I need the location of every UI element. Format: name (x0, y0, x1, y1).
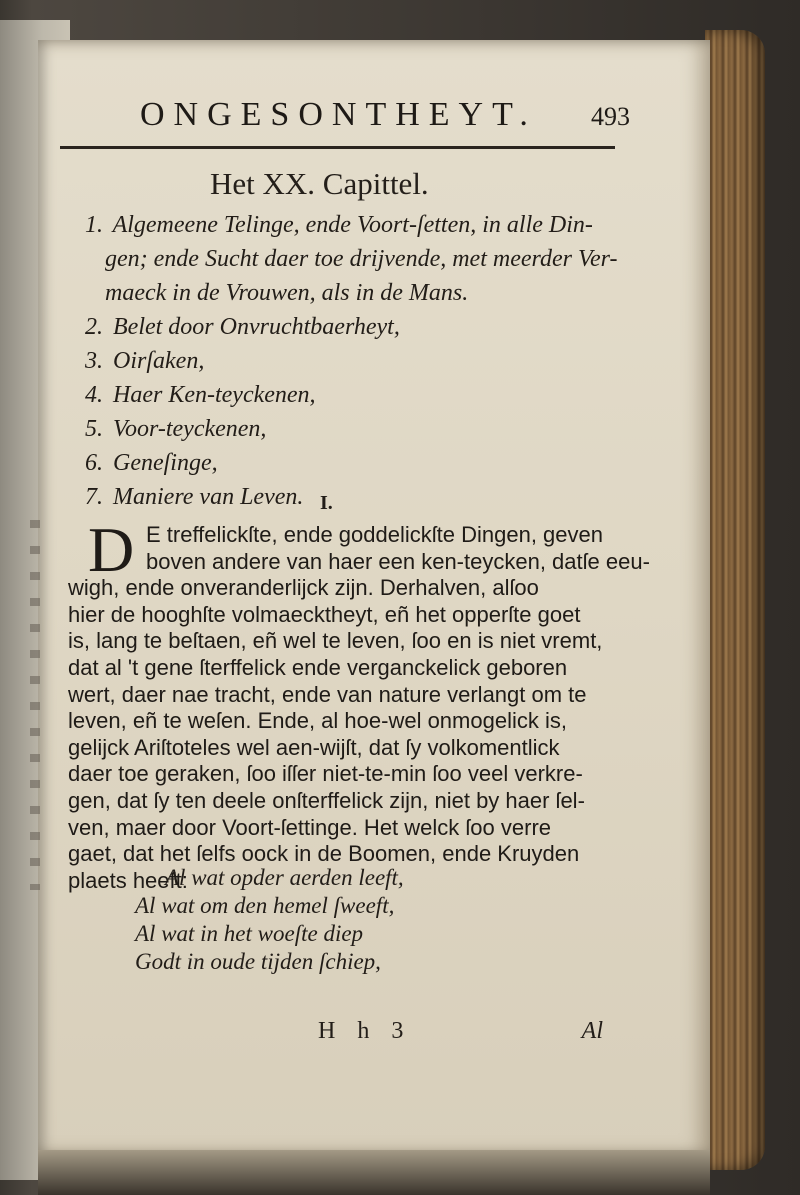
toc-item (85, 310, 645, 344)
chapter-contents (85, 208, 645, 514)
toc-number: 3. (85, 348, 103, 374)
page-header (140, 96, 630, 136)
toc-text: Haer Ken-teyckenen, (113, 382, 316, 408)
verse-line: Al wat in het woeſte diep (135, 921, 364, 946)
body-line: wert, daer nae tracht, ende van nature verlangt om te (68, 681, 587, 707)
toc-continuation: gen; ende Sucht daer toe drijvende, met meerder Ver- (105, 246, 618, 272)
toc-number: 4. (85, 382, 103, 408)
body-line: leven, eñ te weſen. Ende, al hoe-wel onmogelick is, (68, 708, 567, 734)
drop-cap: D (88, 514, 135, 585)
catchword: Al (581, 1018, 603, 1044)
toc-text: Geneſinge, (113, 450, 218, 476)
book-spine (705, 30, 765, 1170)
toc-item (85, 344, 645, 378)
body-paragraph (68, 514, 650, 894)
body-line: dat al 't gene ſterffelick ende verganckelick geboren (68, 654, 568, 680)
page-number: 493 (591, 102, 630, 131)
toc-item (85, 378, 645, 412)
toc-number: 6. (85, 450, 103, 476)
body-line: gen, dat ſy ten deele onſterffelick zijn, niet by haer ſel- (68, 787, 585, 813)
verse-line: Al wat opder aerden leeft, (165, 865, 404, 890)
verse (135, 864, 404, 976)
signature-mark: H h 3 (318, 1018, 412, 1044)
body-line: E treffelickſte, ende goddelickſte Dingen, geven (146, 522, 603, 547)
toc-text: Voor-teyckenen, (113, 416, 267, 442)
body-line: hier de hooghſte volmaecktheyt, eñ het opperſte goet (68, 601, 581, 627)
body-line: wigh, ende onveranderlijck zijn. Derhalven, alſoo (68, 575, 539, 601)
page-bottom-shadow (38, 1150, 710, 1195)
toc-continuation: maeck in de Vrouwen, als in de Mans. (105, 280, 469, 306)
toc-text: Belet door Onvruchtbaerheyt, (113, 314, 400, 340)
toc-text: Oirſaken, (113, 348, 205, 374)
chapter-title: Het XX. Capittel. (210, 166, 429, 201)
toc-item (85, 480, 645, 514)
toc-number: 2. (85, 314, 103, 340)
body-line: plaets heeft: (68, 867, 188, 893)
header-rule (60, 146, 615, 149)
body-line: daer toe geraken, ſoo iſſer niet-te-min ſoo veel verkre- (68, 761, 583, 787)
body-line: boven andere van haer een ken-teycken, datſe eeu- (146, 548, 650, 574)
verse-line: Al wat om den hemel ſweeft, (135, 893, 395, 918)
section-number: I. (320, 492, 333, 514)
body-line: gaet, dat het ſelfs oock in de Boomen, ende Kruyden (68, 841, 580, 867)
toc-item (85, 208, 645, 310)
body-line: ven, maer door Voort-ſettinge. Het welck ſoo verre (68, 814, 552, 840)
page-footer (318, 1018, 603, 1048)
toc-item (85, 446, 645, 480)
toc-item (85, 412, 645, 446)
toc-number: 5. (85, 416, 103, 442)
margin-marks (30, 520, 40, 890)
toc-text: Algemeene Telinge, ende Voort-ſetten, in alle Din- (112, 212, 593, 238)
body-line: gelijck Ariſtoteles wel aen-wijſt, dat ſy volkomentlick (68, 734, 560, 760)
body-line: is, lang te beſtaen, eñ wel te leven, ſoo en is niet vremt, (68, 628, 603, 654)
toc-number: 7. (85, 484, 103, 510)
verse-line: Godt in oude tijden ſchiep, (135, 949, 381, 974)
toc-text: Maniere van Leven. (113, 484, 304, 510)
toc-number: 1. (85, 212, 103, 238)
running-title: ONGESONTHEYT. (140, 96, 537, 133)
